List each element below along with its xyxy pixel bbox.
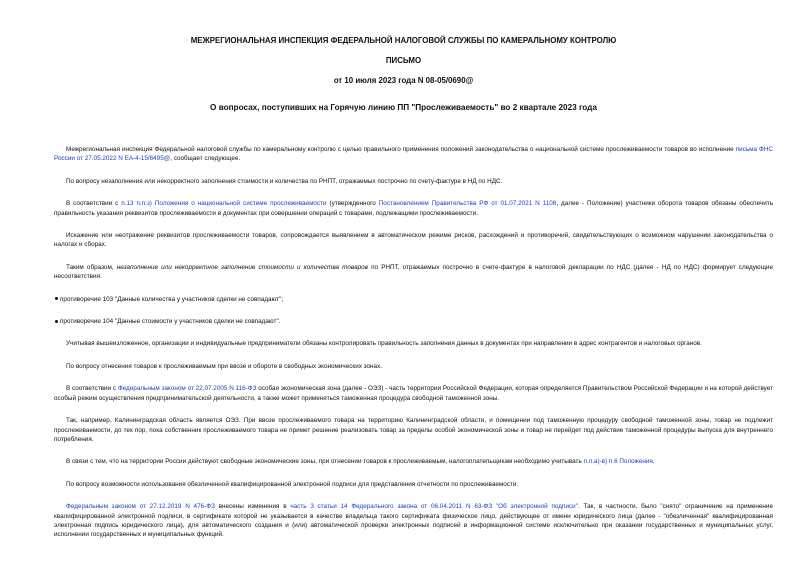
paragraph-conclusion: Учитывая вышеизложенное, организации и индивидуальные предприниматели обязаны контролировать правильность заполнения данных в документах при направлении в адрес контрагентов и налоговых органов.: [66, 340, 702, 348]
paragraph-free-zones: [54, 457, 773, 466]
bullet-text: противоречие 104 "Данные стоимости у участников сделки не совпадают".: [60, 318, 281, 326]
text-run: . Так, в частности, было "снято" ограничение на применение квалифицированной электронной подписи, в сертификате которой не указывается в качестве владельца такого сертификата физическое лицо, действующее от имени юридического лица (далее - "обезличенная" квалифицированная электронная подпись юридического лица), для автоматического создания и (или) автоматической проверки электронных подписей в информационной системе исключительно при оказании государственных и муниципальных услуг, исполнении государственных и муниципальных функций.: [54, 503, 773, 539]
paragraph-distortion: Искажение или неотражение реквизитов прослеживаемости товаров, сопровождается выявлением в автоматическом режиме рисков, расхождений и противоречий, свидетельствующих о возможном нарушении законодательства о налогах и сборах.: [54, 232, 773, 249]
paragraph-signature-law: [54, 502, 773, 540]
issuer-title: МЕЖРЕГИОНАЛЬНАЯ ИНСПЕКЦИЯ ФЕДЕРАЛЬНОЙ НАЛОГОВОЙ СЛУЖБЫ ПО КАМЕРАЛЬНОМУ КОНТРОЛЮ: [190, 36, 617, 45]
italic-emphasis: незаполнение или некорректное заполнение стоимости и количества товаров: [116, 263, 368, 271]
link-government-decree[interactable]: Постановлением Правительства РФ от 01.07.2021 N 1108: [378, 200, 557, 208]
link-clause-6[interactable]: п.п.а)-в) п.6 Положения: [583, 458, 653, 466]
text-run: В связи с тем, что на территории России действуют свободные экономические зоны, при отнесении товаров к прослеживаемым, налогоплательщикам необходимо учитывать: [66, 458, 584, 466]
text-run: внесены изменения в: [214, 503, 291, 511]
paragraph-intro: [54, 145, 773, 164]
paragraph-question-3: По вопросу возможности использования обезличенной квалифицированной электронной подписи для представления отчетности по прослеживаемости.: [66, 480, 519, 488]
text-run: , сообщает следующее.: [170, 155, 241, 163]
paragraph-question-1: По вопросу незаполнения или некорректного заполнения стоимости и количества по РНПТ, отражаемых построчно по счету-фактуре в НД по НДС.: [66, 177, 503, 185]
bullet-contradiction-103: [54, 295, 773, 304]
document-type: ПИСЬМО: [385, 56, 422, 65]
paragraph-thus: [54, 263, 773, 282]
document-body: [54, 145, 773, 540]
text-run: Межрегиональная инспекция Федеральной налоговой службы по камеральному контролю с целью правильного применения положений законодательства о национальной системе прослеживаемости товаров во исполнение: [66, 146, 736, 153]
link-federal-law-63[interactable]: часть 3 статьи 14 Федерального закона от 06.04.2011 N 63-ФЗ "Об электронной подписи": [290, 503, 578, 511]
link-regulation[interactable]: Положения о национальной системе прослеживаемости: [154, 200, 327, 208]
text-run: (утвержденного: [326, 200, 379, 208]
link-federal-law-476[interactable]: Федеральным законом от 27.12.2019 N 476-ФЗ: [66, 503, 215, 511]
paragraph-regulation: [54, 199, 773, 218]
text-run: В соответствии с: [66, 385, 118, 393]
text-run: , далее - Положение) участники оборота товаров обязаны обеспечить правильность указания реквизитов прослеживаемости в документах при совершении операций с товарами, подлежащими прослеживаемости.: [54, 200, 773, 217]
paragraph-kaliningrad: Так, например, Калининградская область является ОЭЗ. При ввозе прослеживаемого товара на территорию Калининградской области, и помещении под таможенную процедуру свободной таможенной зоны, товар не подлежит прослеживаемости, до тех пор, пока собственник прослеживаемого товара не примет решение реализовать товар за пределы особой экономической зоны и товар не перейдет под действие таможенной процедуры выпуска для внутреннего потребления.: [54, 417, 773, 443]
text-run: особая экономическая зона (далее - ОЭЗ) - часть территории Российской Федерации, которая определяется Правительством Российской Федерации и на которой действует особый режим осуществления предпринимательской деятельности, а также может применяться таможенная процедура свободной таможенной зоны.: [54, 385, 774, 402]
text-run: В соответствии с: [66, 200, 122, 208]
bullet-contradiction-104: [54, 317, 773, 326]
text-run: Таким образом,: [66, 263, 117, 271]
paragraph-question-2: По вопросу отнесения товаров к прослеживаемым при ввозе и обороте в свободных экономических зонах.: [66, 362, 383, 370]
paragraph-sez-law: [54, 384, 773, 403]
text-run: .: [652, 458, 655, 466]
text-run: по РНПТ, отражаемых построчно в счете-фактуре в налоговой декларации по НДС (далее - НД по НДС) формирует следующие несоответствия:: [54, 263, 773, 281]
document-date-number: от 10 июля 2023 года N 08-05/0690@: [333, 76, 474, 85]
link-clause-13[interactable]: п.13 п.п.з): [121, 200, 152, 208]
link-fns-letter[interactable]: письма ФНС России от 27.05.2022 N ЕА-4-15/6495@: [54, 146, 773, 163]
bullet-text: противоречие 103 "Данные количества у участников сделки не совпадают";: [60, 295, 284, 303]
bullet-icon: [55, 320, 58, 323]
document-subject: О вопросах, поступивших на Горячую линию ПП "Прослеживаемость" во 2 квартале 2023 года: [210, 103, 597, 112]
link-federal-law-116[interactable]: Федеральным законом от 22.07.2005 N 116-ФЗ: [117, 385, 257, 393]
bullet-icon: [55, 297, 58, 300]
